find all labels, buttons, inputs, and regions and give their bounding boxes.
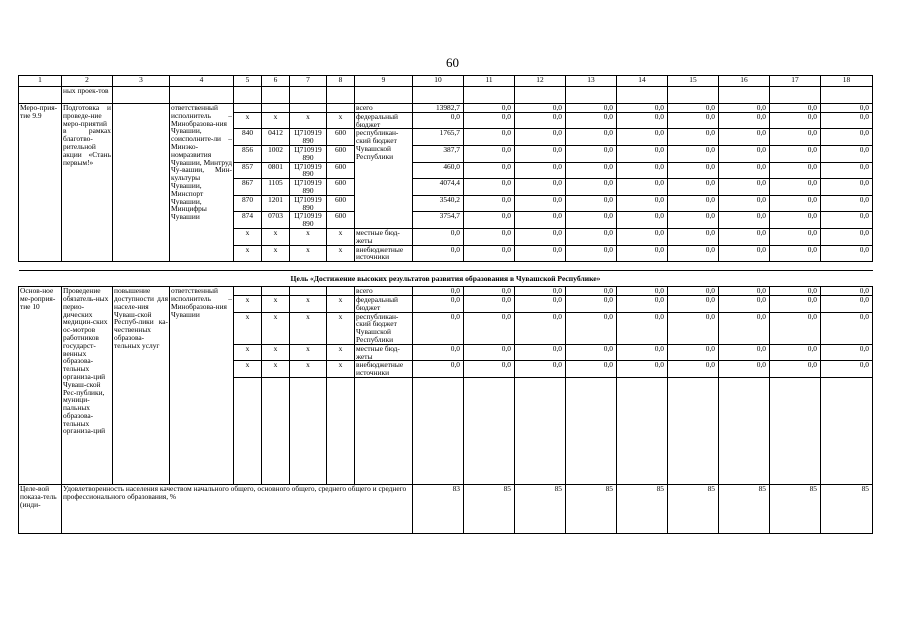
budget-table <box>18 75 873 534</box>
header-cell: 16 <box>719 76 770 87</box>
source-label: федеральный бюджет <box>355 112 413 129</box>
header-cell: 12 <box>515 76 566 87</box>
header-cell: 5 <box>234 76 262 87</box>
table-row: 867 1105 Ц710919 890 600 4074,4 0,0 0,0 0,0 0,0 0,0 0,0 0,0 0,0 <box>19 179 873 196</box>
target-label: Целе-вой показа-тель (инди- <box>19 484 62 533</box>
event-number: Меро-прия-тие 9.9 <box>19 104 62 262</box>
header-cell: 13 <box>566 76 617 87</box>
source-label: местные бюд-жеты <box>355 344 413 361</box>
header-cell: 2 <box>62 76 113 87</box>
header-cell: 10 <box>413 76 464 87</box>
goal-row <box>19 271 873 287</box>
table-row: 856 1002 Ц710919 890 600 387,7 0,0 0,0 0,0 0,0 0,0 0,0 0,0 0,0 <box>19 145 873 162</box>
goal-heading: Цель «Достижение высоких результатов развития образования в Чувашской Республике» <box>19 271 873 287</box>
header-cell: 9 <box>355 76 413 87</box>
source-label: внебюджетные источники <box>355 361 413 378</box>
header-cell: 15 <box>668 76 719 87</box>
header-cell: 4 <box>170 76 234 87</box>
header-cell: 6 <box>262 76 290 87</box>
table-row: x x x x федеральный бюджет 0,0 0,0 0,0 0,0 0,0 0,0 0,0 0,0 0,0 <box>19 112 873 129</box>
continuation-text: ных проек-тов <box>62 87 113 104</box>
table-row: x x x x республикан-ский бюджет Чувашской Республики 0,0 0,0 0,0 0,0 0,0 0,0 0,0 0,0 0,0 <box>19 312 873 344</box>
source-label: всего <box>355 104 413 113</box>
source-label: всего <box>355 287 413 296</box>
value-cell: 13982,7 <box>413 104 464 113</box>
table-row: x x x x местные бюд-жеты 0,0 0,0 0,0 0,0 0,0 0,0 0,0 0,0 0,0 <box>19 344 873 361</box>
table-row: Меро-прия-тие 9.9 Подготовка и проведе-ние меро-приятий в рамках благотво-рительной акции «Стань первым!» ответственный исполнитель – Минобразова-ния Чувашии, соисполните-ли – Минэко-номразвития Чувашии, Минтруд Чу-вашии, Мин-культуры Чувашии, Минспорт Чувашии, Минцифры Чувашии всего 13982,7 0,0 0,0 0,0 0,0 0,0 0,0 0,0 0,0 <box>19 104 873 113</box>
header-cell: 11 <box>464 76 515 87</box>
event-name: Проведение обязатель-ных перио-дических медицин-ских ос-мотров работников государст-венных образова-тельных организа-ций Чуваш-ской Рес-публики, муници-пальных образова-тельных организа-ций <box>62 287 113 485</box>
event-executor: ответственный исполнитель – Минобразова-ния Чувашии, соисполните-ли – Минэко-номразвития Чувашии, Минтруд Чу-вашии, Мин-культуры Чувашии, Минспорт Чувашии, Минцифры Чувашии <box>170 104 234 262</box>
table-row: Основ-ное ме-роприя-тие 10 Проведение обязатель-ных перио-дических медицин-ских ос-мотров работников государст-венных образова-тельных организа-ций Чуваш-ской Рес-публики, муници-пальных образова-тельных организа-ций повышение доступности для населе-ния Чуваш-ской Респуб-лики ка-чественных образова-тельных услуг ответственный исполнитель – Минобразова-ния Чувашии всего 0,0 0,0 0,0 0,0 0,0 0,0 0,0 0,0 0,0 <box>19 287 873 296</box>
table-row: x x x x местные бюд-жеты 0,0 0,0 0,0 0,0 0,0 0,0 0,0 0,0 0,0 <box>19 228 873 245</box>
source-label: федеральный бюджет <box>355 295 413 312</box>
table-row: 840 0412 Ц710919 890 600 республикан-ский бюджет Чувашской Республики 1765,7 0,0 0,0 0,0 0,0 0,0 0,0 0,0 0,0 <box>19 129 873 146</box>
table-row: 870 1201 Ц710919 890 600 3540,2 0,0 0,0 0,0 0,0 0,0 0,0 0,0 0,0 <box>19 195 873 212</box>
header-cell: 1 <box>19 76 62 87</box>
target-text: Удовлетворенность населения качеством начального общего, основного общего, среднего общего и среднего профессионального образования, % <box>62 484 413 533</box>
table-row: 857 0801 Ц710919 890 600 460,0 0,0 0,0 0,0 0,0 0,0 0,0 0,0 0,0 <box>19 162 873 179</box>
table-row: 874 0703 Ц710919 890 600 3754,7 0,0 0,0 0,0 0,0 0,0 0,0 0,0 0,0 <box>19 212 873 229</box>
table-row: x x x x федеральный бюджет 0,0 0,0 0,0 0,0 0,0 0,0 0,0 0,0 0,0 <box>19 295 873 312</box>
header-cell: 17 <box>770 76 821 87</box>
header-cell: 18 <box>821 76 873 87</box>
event-result: повышение доступности для населе-ния Чуваш-ской Респуб-лики ка-чественных образова-тельных услуг <box>113 287 170 485</box>
header-cell: 3 <box>113 76 170 87</box>
header-cell: 14 <box>617 76 668 87</box>
header-row <box>19 76 873 87</box>
source-label: республикан-ский бюджет Чувашской Республики <box>355 312 413 344</box>
table-row: x x x x внебюджетные источники 0,0 0,0 0,0 0,0 0,0 0,0 0,0 0,0 0,0 <box>19 361 873 378</box>
table-row: x x x x внебюджетные источники 0,0 0,0 0,0 0,0 0,0 0,0 0,0 0,0 0,0 <box>19 245 873 262</box>
source-label: внебюджетные источники <box>355 245 413 262</box>
event-executor: ответственный исполнитель – Минобразова-ния Чувашии <box>170 287 234 485</box>
page-number: 60 <box>446 55 459 70</box>
header-cell: 8 <box>327 76 355 87</box>
continuation-row <box>19 87 873 104</box>
event-number: Основ-ное ме-роприя-тие 10 <box>19 287 62 485</box>
event-name: Подготовка и проведе-ние меро-приятий в рамках благотво-рительной акции «Стань первым!» <box>62 104 113 262</box>
source-label: местные бюд-жеты <box>355 228 413 245</box>
source-label: республикан-ский бюджет Чувашской Республики <box>355 129 413 229</box>
header-cell: 7 <box>290 76 327 87</box>
target-row: Целе-вой показа-тель (инди- Удовлетворенность населения качеством начального общего, основного общего, среднего общего и среднего профессионального образования, % 83 85 85 85 85 85 85 85 85 <box>19 484 873 533</box>
